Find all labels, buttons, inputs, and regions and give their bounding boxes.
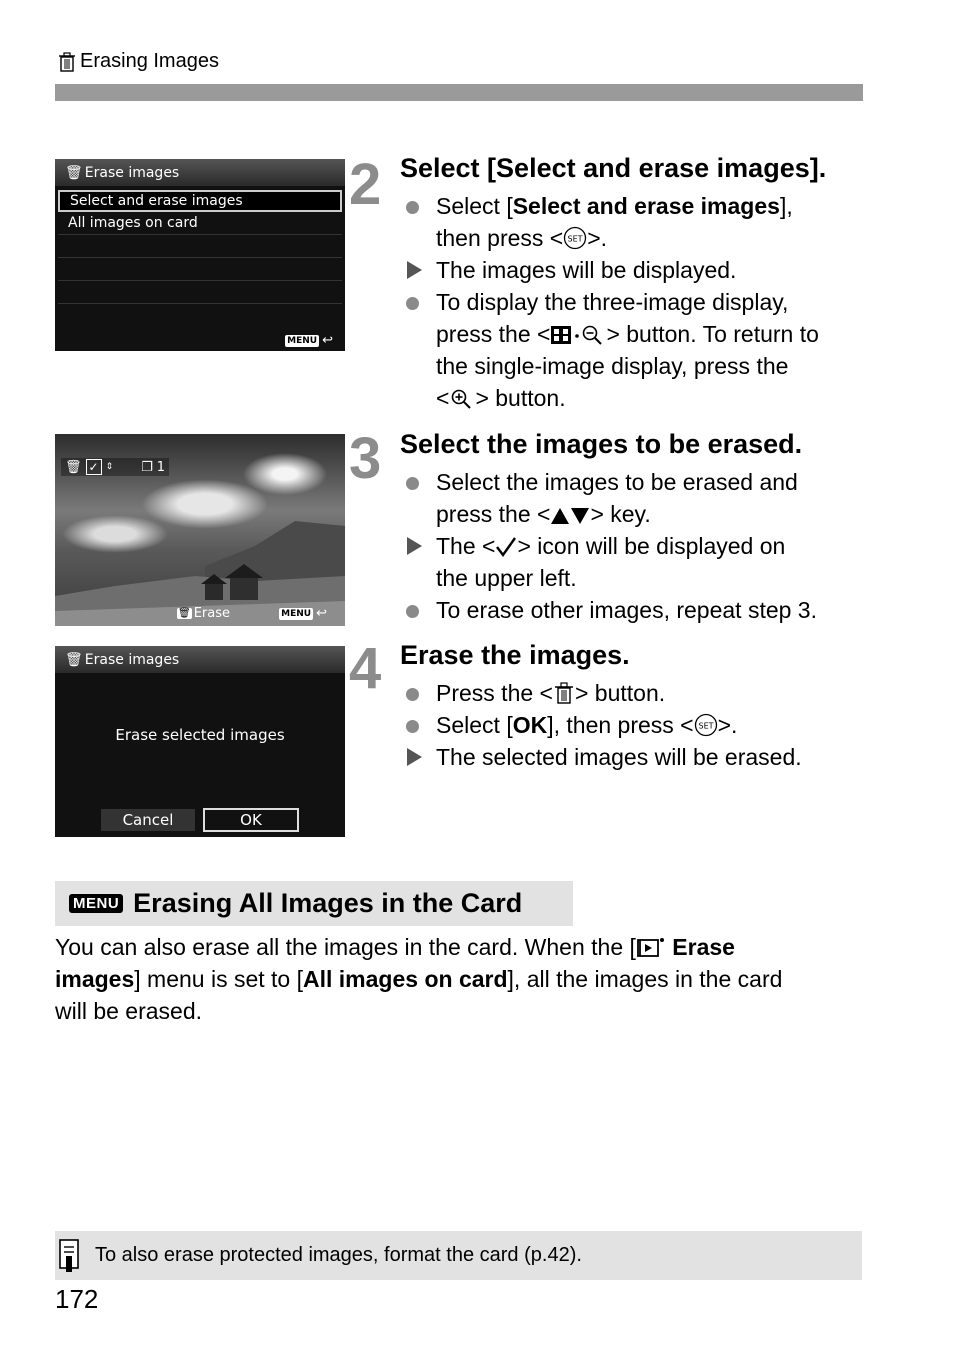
section-paragraph: You can also erase all the images in the card. When the [ Erase images] menu is set to [All images on card], all the images in the card will be erased. xyxy=(55,934,783,1024)
menu-item-all-images[interactable]: All images on card xyxy=(58,212,342,235)
menu-empty-row xyxy=(58,235,342,258)
section-heading xyxy=(55,881,573,926)
bullet-dot-icon xyxy=(404,286,436,414)
list-item: To erase other images, repeat step 3. xyxy=(404,594,874,626)
screen-title: Erase images xyxy=(84,651,180,668)
step-title: Select [Select and erase images]. xyxy=(400,153,827,183)
list-item: Select [OK], then press < SET >. xyxy=(404,709,874,741)
playback-tab-icon xyxy=(636,937,666,959)
confirm-message: Erase selected images xyxy=(115,726,285,744)
bullet-dot-icon xyxy=(404,190,436,254)
screen-footer xyxy=(285,333,333,348)
screen-title: Erase images xyxy=(84,164,180,181)
trash-icon: 🗑 xyxy=(65,651,83,668)
step-title: Erase the images. xyxy=(400,640,630,670)
bullet-dot-icon xyxy=(404,709,436,741)
svg-text:SET: SET xyxy=(698,721,714,731)
step-number: 2 xyxy=(349,152,380,217)
result-triangle-icon xyxy=(404,254,436,286)
erase-label: Erase xyxy=(193,606,230,621)
trash-icon xyxy=(58,52,76,72)
trash-icon: 🗑 xyxy=(65,164,83,181)
up-down-icon: ⇕ xyxy=(105,462,114,472)
list-item: Select [Select and erase images], then press < SET >. xyxy=(404,190,874,254)
list-item: The selected images will be erased. xyxy=(404,741,874,773)
header-rule xyxy=(55,84,863,101)
menu-badge: MENU xyxy=(281,608,312,619)
result-triangle-icon xyxy=(404,741,436,773)
header-title: Erasing Images xyxy=(80,50,219,72)
screen-image-select xyxy=(55,434,345,626)
list-item: To display the three-image display, press the < > button. To return to the single-image display, press the < > button. xyxy=(404,286,874,414)
step-number: 4 xyxy=(349,636,380,701)
magnify-icon xyxy=(449,388,475,410)
screen-header xyxy=(55,159,345,186)
menu-badge: MENU xyxy=(287,335,318,346)
screen-header xyxy=(55,646,345,673)
screen-erase-confirm xyxy=(55,646,345,837)
step-4-bullets xyxy=(404,677,874,773)
list-item: The images will be displayed. xyxy=(404,254,874,286)
list-item: Press the < > button. xyxy=(404,677,874,709)
menu-item-select-and-erase[interactable]: Select and erase images xyxy=(58,190,342,212)
svg-text:SET: SET xyxy=(567,234,583,244)
section-title: Erasing All Images in the Card xyxy=(133,888,523,918)
cancel-button[interactable]: Cancel xyxy=(101,809,195,831)
menu-tag-icon: MENU xyxy=(69,894,123,913)
checkmark-icon xyxy=(495,536,517,558)
return-icon: ↩ xyxy=(316,606,327,621)
step-number: 3 xyxy=(349,426,380,491)
page-number: 172 xyxy=(55,1284,99,1314)
trash-icon xyxy=(553,681,575,705)
screen-erase-menu xyxy=(55,159,345,351)
set-button-icon xyxy=(563,226,587,250)
trash-button-icon: 🗑 xyxy=(178,608,191,619)
screen-footer xyxy=(279,606,327,621)
memo-note-icon xyxy=(57,1238,85,1274)
note-text: To also erase protected images, format the card (p.42). xyxy=(95,1244,582,1266)
set-button-icon xyxy=(694,713,718,737)
bullet-dot-icon xyxy=(404,466,436,530)
note-box xyxy=(55,1231,862,1280)
list-item: The < > icon will be displayed on the upper left. xyxy=(404,530,874,594)
step-3-bullets xyxy=(404,466,874,626)
menu-empty-row xyxy=(58,281,342,304)
trash-icon: 🗑 xyxy=(65,459,82,475)
list-item: Select the images to be erased and press the < > key. xyxy=(404,466,874,530)
menu-empty-row xyxy=(58,258,342,281)
up-down-key-icon xyxy=(550,506,590,526)
erase-hint xyxy=(177,606,230,621)
step-title: Select the images to be erased. xyxy=(400,429,803,459)
return-icon: ↩ xyxy=(322,333,333,348)
index-reduce-icon xyxy=(550,324,606,346)
bullet-dot-icon xyxy=(404,677,436,709)
running-header xyxy=(58,50,219,73)
result-triangle-icon xyxy=(404,530,436,594)
selection-overlay xyxy=(61,458,169,476)
bullet-dot-icon xyxy=(404,594,436,626)
ok-button[interactable]: OK xyxy=(203,808,299,832)
image-counter: 1 xyxy=(156,459,166,475)
checkmark-box-icon[interactable]: ✓ xyxy=(86,459,102,475)
step-2-bullets xyxy=(404,190,874,414)
image-count-icon: ❐ xyxy=(141,459,153,475)
